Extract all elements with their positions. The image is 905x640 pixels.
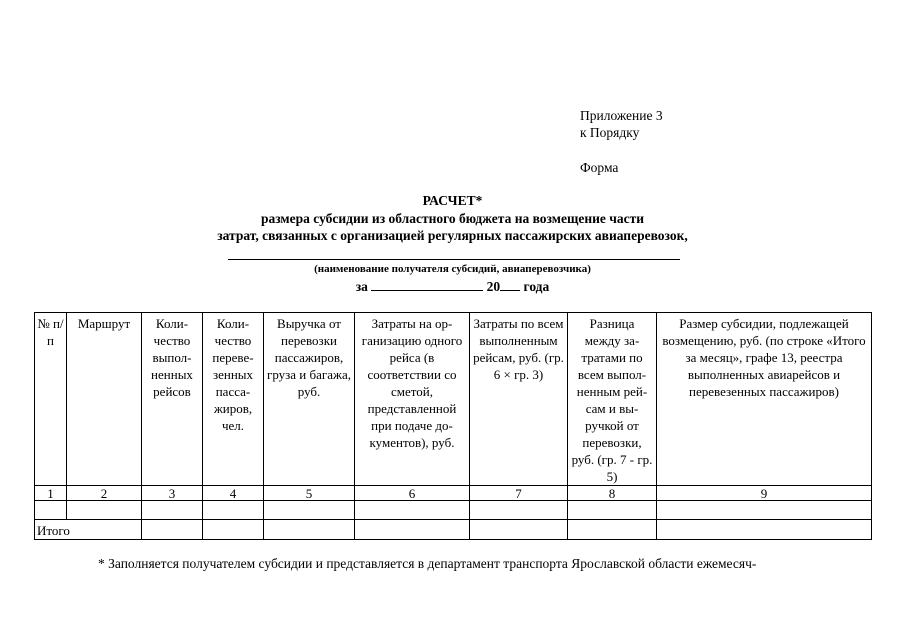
header-cell: Затраты на организацию одного рейса (в соответствии со сметой, представленной при подаче документов), руб.	[355, 313, 470, 486]
footnote: * Заполняется получателем субсидии и представляется в департамент транспорта Ярославской области ежемесяч-	[98, 556, 757, 571]
table-cell	[470, 501, 568, 520]
header-cell: № п/п	[35, 313, 67, 486]
period-month-blank	[371, 279, 483, 291]
period-year-prefix: 20	[486, 279, 501, 294]
table-cell	[568, 501, 657, 520]
subsidy-calculation-table	[34, 312, 872, 540]
table-cell	[568, 520, 657, 540]
table-cell	[67, 501, 142, 520]
header-cell: Размер субсидии, подлежащей возмещению, руб. (по строке «Итого за месяц», графе 13, реестра выполненных авиарейсов и перевезенных пассажиров)	[657, 313, 872, 486]
column-number: 6	[355, 486, 470, 501]
column-number: 8	[568, 486, 657, 501]
header-cell: Маршрут	[67, 313, 142, 486]
appendix-reference	[580, 107, 663, 141]
column-number: 7	[470, 486, 568, 501]
column-number: 9	[657, 486, 872, 501]
table-cell	[203, 520, 264, 540]
period-suffix: года	[523, 279, 550, 294]
table-cell	[35, 501, 67, 520]
column-number: 5	[264, 486, 355, 501]
table-cell	[657, 520, 872, 540]
total-label: Итого	[35, 520, 142, 540]
column-number: 4	[203, 486, 264, 501]
recipient-caption: (наименование получателя субсидий, авиаперевозчика)	[314, 263, 591, 275]
column-number-row	[35, 486, 872, 501]
form-label: Форма	[580, 160, 619, 175]
table-row	[35, 501, 872, 520]
appendix-number: Приложение 3	[580, 108, 663, 123]
header-cell: Выручка от перевозки пассажиров, груза и багажа, руб.	[264, 313, 355, 486]
table-cell	[355, 501, 470, 520]
column-number: 3	[142, 486, 203, 501]
header-cell: Количество выполненных рейсов	[142, 313, 203, 486]
table-cell	[264, 501, 355, 520]
appendix-order-ref: к Порядку	[580, 125, 640, 140]
table-cell	[142, 520, 203, 540]
reporting-period	[150, 279, 755, 295]
recipient-name-blank	[228, 259, 680, 260]
table-cell	[203, 501, 264, 520]
header-cell: Количество перевезенных пассажиров, чел.	[203, 313, 264, 486]
table-header-row	[35, 313, 872, 486]
table-cell	[355, 520, 470, 540]
table-cell	[264, 520, 355, 540]
table-cell	[470, 520, 568, 540]
header-cell: Затраты по всем выполненным рейсам, руб. (гр. 6 × гр. 3)	[470, 313, 568, 486]
period-year-blank	[500, 279, 520, 291]
document-subtitle-line2: затрат, связанных с организацией регулярных пассажирских авиаперевозок,	[217, 228, 688, 243]
column-number: 1	[35, 486, 67, 501]
document-subtitle-line1: размера субсидии из областного бюджета на возмещение части	[260, 211, 645, 226]
total-row	[35, 520, 872, 540]
period-prefix: за	[355, 279, 368, 294]
header-cell: Разница между затратами по всем выполненным рейсам и выручкой от перевозки, руб. (гр. 7 - гр. 5)	[568, 313, 657, 486]
document-title: РАСЧЕТ*	[422, 193, 483, 208]
column-number: 2	[67, 486, 142, 501]
table-cell	[142, 501, 203, 520]
table-cell	[657, 501, 872, 520]
